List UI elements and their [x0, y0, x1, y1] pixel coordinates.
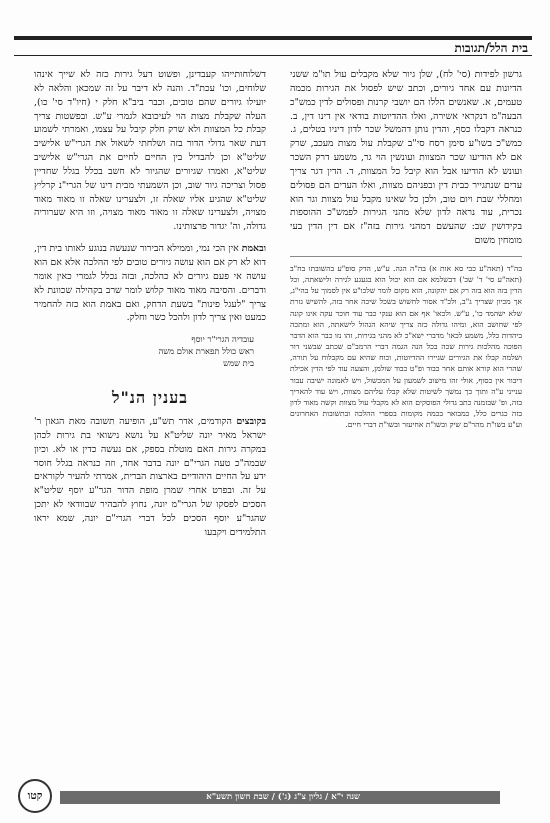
left-paragraph-2 — [34, 242, 266, 325]
left-column — [34, 68, 266, 704]
right-paragraph-1: גרשון לפידות (סי' לח), שלן גיור שלא מקבלים עול תו"מ ששני הדיונות עם אחד גיורים, וכתב שיש לפסול את הגירות מכמה טעמים, א. שאנשים הללו הם יושבי קרנות ופסולים לדין כמש"כ הבעה"מ דנקראי אשירה, ואלו ההדיוטות בודאי אין דינו דין, ב. כנראה דקבלו כסף, והדין נותן דהמשל שכר לדון דיניו בטלים, ג. כמש"כ בשו"ע סימן רסח סי"ב שקבלת עול מצות מעכב, שרק אם לא הודיעו שכר המצוות ועונשין הוי גר, משמע דרק השכר ועונש לא הודיעו אבל הוא קיבל כל המצוות, ד. הדין דגר צריך עדים שנתגייר כבית דין ובפניהם מצוות, ואלו העדים הם פסולים ומחללי שבת ויום טוב, ולכן כל שאינו מקבל עול מצוות וגר הוא נכרית, עוד נראה לדון שלא מהני הגירות לפמש"כ ההוספות בקידושין שב: שהעשם דמהני גירות בזה"ז אם דין הדין בעי מומחין משום — [290, 69, 522, 247]
page-footer — [60, 791, 500, 804]
paragraph-body: הקודמים, אדר תש"ע, הופיעה תשובה מאת הגאון ר' ישראל מאיר יונה שליט"א על נושא נישואי בת גירות לכהן במקרה גירות האם מוטלת בספק, אם נעשה כדין או לא. וכיון שבמה"כ טעה הגרי"ם יונה בדבר אחד, וזה כנראה בגלל חוסר ידע על החיים היהודיים בארצות הברית, אמרתי להעיר לקוראים על זה. ובפרט אחרי שמרן מופת הדור הגר"ע יוסף שליט"א הסכים לפסקו של הגרי"מ יונה, נחוץ להבהיר שבוודאי לא יתכן שהגר"ע יוסף הסכים לכל דברי הגרי"ם יונה, שמא יראו התלמידים ויקבעו — [34, 416, 266, 538]
signature-name: עובדיה הגרי"ר יוסף — [191, 334, 254, 345]
right-footnote-paragraph: בה"ד (תאה"ע כבי סא אות א) בה"ה הגה. ע"ש, הדק סופ"ע בהשובתו בח"ב (תאה"ע סי' ד' שכ') דבשלמא אם הוא יכול הוא בגעגע לגירה ולישאתה, וכל הדין בזה הוא בזה רק אם יהקונה, הוא מקום לומר שלכו"ע אין לסמוך על בהי"ג, אך מכיון שצריך ג"ב, ולכ"ד אסור לחשוש בשכל שיכה אחר בזה, להשיש גזרת שלא ישהמד כו', ע"ש. ולכאו' אף אם הוא ענקי כבר עוד חוכר עקה אינו קונה לפי שחושב הוא, ומיהו גדולה כזה צריך שיהא הגהול לישאתה, הוא ומתכה ביהדות כלל, משמע לכאו' מדברי ישא"כ לא מהני בגירות, זהו נזו כבר הוא הדבר הפוכה מהלכות גירות שכה בכל הנה הגמה דברי הרמב"ם שכתב שבשני דור ושלמה קבלו את הגיורים שגיירו ההדיוטות, וכוח שהיא עם מקבלוח על תורה, שהרי הוא קורא אותם אחר כבוד ופ"ט כבוד שולמן, והצעה עוד לפי הדין אכילת דיבור אין כסוף, אולי זהו מישוב לשמעון על המכשול, ויש לאמונה ישיבה עבור ענייני ע"ה ותוך כך נמשך לשיטות שלא קבלו עליהם מצוות, ויש עוד להאריך בזה, ופ' שבזמנה כתב גדולי הפוסקים הוא לא מקבלי עול מצוות וקשה מאוד לדון בזה כגרים כלל, כמבואר בכמה מקומות בספרי ההלכה ובתשובות האחרונים וע"ע בשו"ת מהר"ם שיק ובשו"ת אחיעזר ובשו"ת דברי חיים. — [290, 256, 522, 430]
paragraph-lead-word: בקובצים — [236, 416, 266, 428]
left-paragraph-1: דשלוחותייהו קעבדינן, ופשוט דעל גירות כזה לא שייך אינהו שלוחים, וכו' עכת"ד. והנה לא דיבר על זה שמכאן והלאה לא יועילו גיורים שהם טובים, וכבר ביב"א חלק י (חיו"ד סי' כו), העלה שקבלת מצות הוי לעיכובא לגמרי ע"ש. ובפשטות צריך קבלת כל המצוות ולא שרק חלק קיבל על עצמו, ואמרתי לשמוע דעת שאר גדולי הדור בזה ושלחתי לשאול את הגרי"ש אלישיב שליט"א וכן להבדיל בין החיים לחיים את הגרי"ש אלישיב שליט"א, ואמרו שגיורים שהגיור לא חשב בכלל בגלל שחדיין פסול וצריכה גיור שוב, וכן השמעתי מבית דינו של הגרי"נ קרליץ שליט"א שהגיע אליו שאלה זו, ולצערינו שאלה זו מאוד מאוד מצויה, ולצערינו שאלה זו מאוד מאוד מצויה, וזו היא שערוריה גדולה, וה' יגדור פרצותינו. — [34, 69, 266, 233]
author-signature — [34, 333, 266, 369]
page-number-logo: קטו — [18, 779, 52, 813]
left-paragraph-3 — [34, 415, 266, 540]
paragraph-lead-word: ובאמת — [241, 243, 266, 255]
footer-issue-text: שנה י"א / גליון צ"ג (ג') / שבת חשון תשע"א — [206, 792, 360, 802]
paragraph-body: אין הכי נמי, וממילא הבירור שנעשה בנוגע לאותו בית דין, דוא לא רק אם הוא עושה גיורים טובים לפי ההלכה אלא אם הוא עושה אי פעם גיורים לא כהלכה, ובזה נכלל לגמרי כאין אומר ודברים. והסיבה מאוד מאוד קלוש לומר שרב בקהילה שכוונת לא צריך "לעגל פינות" בשעת הדחק, ואם באמת הוא כזה להחמיר כמעט ואין צריך לדון ולהכל כשר וחלק. — [34, 243, 266, 324]
section-header-label: בית הלל/תגובות — [454, 41, 528, 55]
signature-location: בית שמש — [223, 358, 254, 369]
signature-title: ראש כולל תפארת אולם משה — [158, 346, 254, 357]
section-title: בענין הנ"ל — [111, 388, 189, 408]
right-column — [290, 68, 522, 704]
page-header — [14, 36, 532, 56]
